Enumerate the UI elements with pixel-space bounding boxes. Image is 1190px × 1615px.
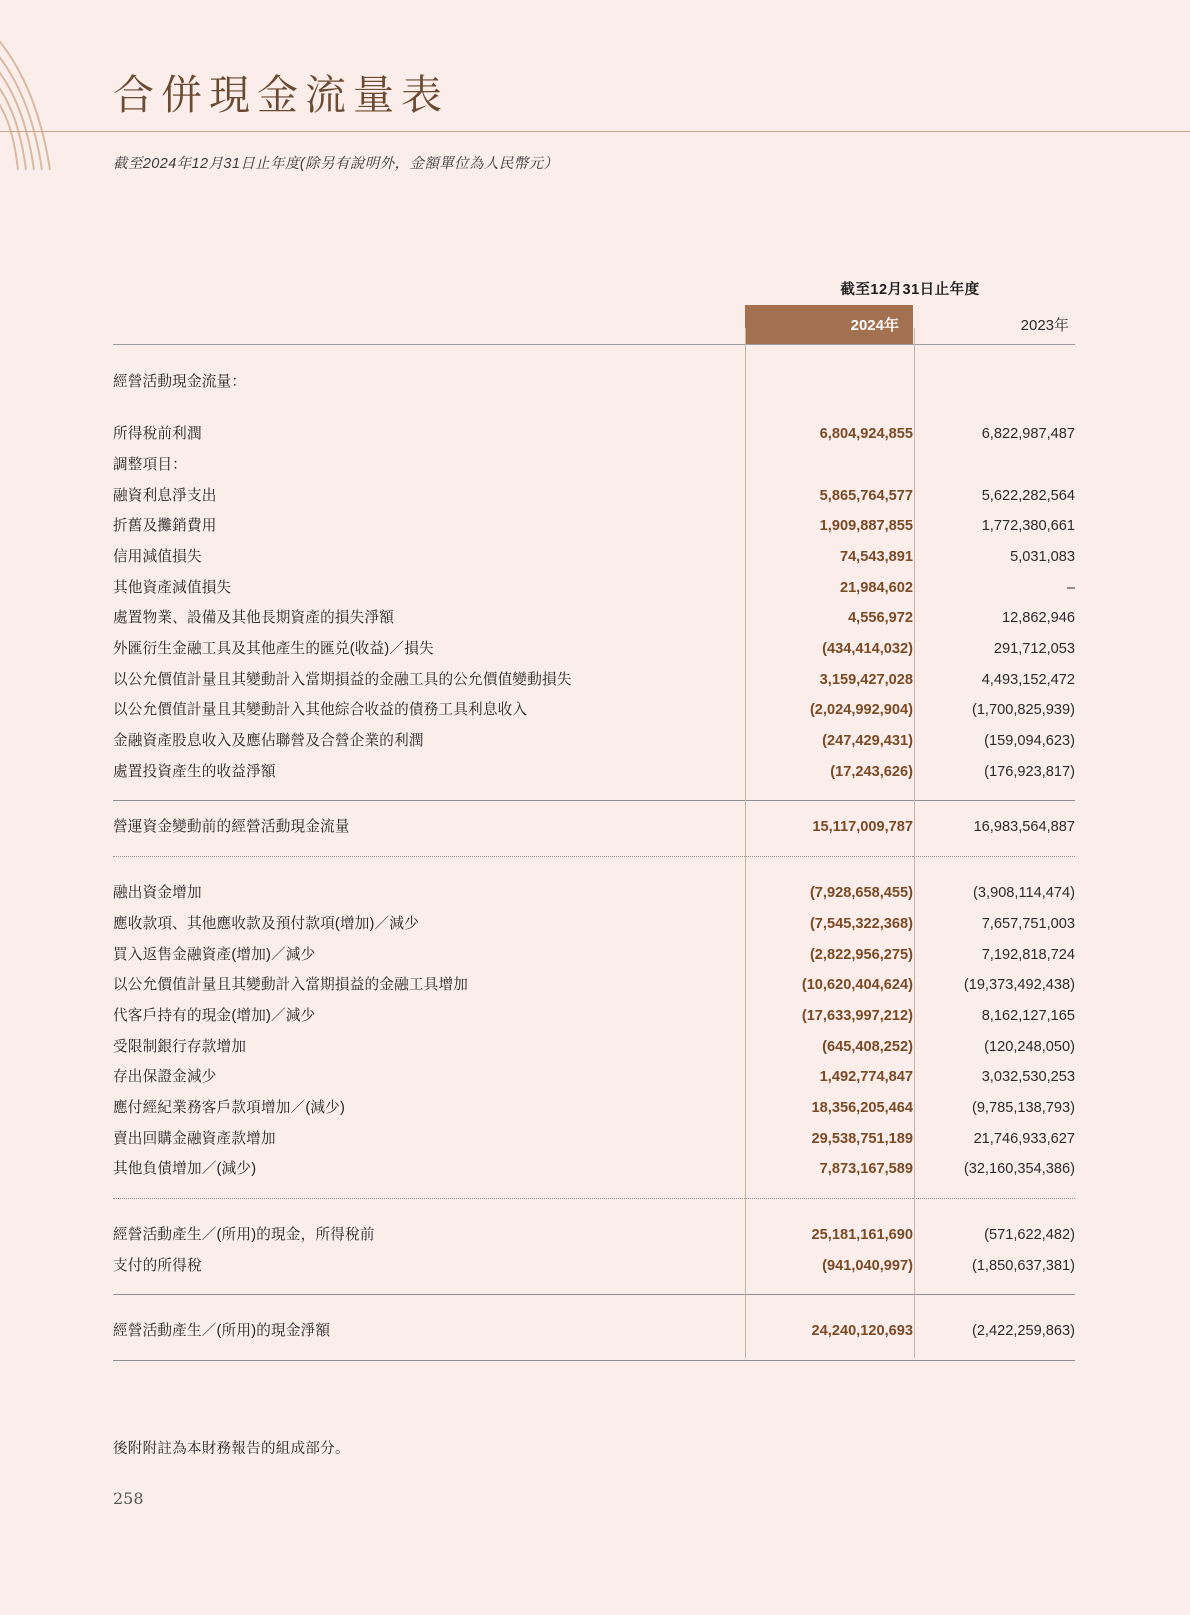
spacer <box>113 398 1075 420</box>
row-value-2024: (7,928,658,455) <box>745 879 913 910</box>
row-value-2023: – <box>1066 579 1076 596</box>
table-row <box>113 971 1075 1002</box>
table-row <box>113 450 1075 481</box>
row-value-2023: 21,746,933,627 <box>973 1130 1076 1147</box>
row-value-2024: (434,414,032) <box>745 635 913 666</box>
row-label: 應付經紀業務客戶款項增加／(減少) <box>113 1099 346 1116</box>
row-value-2023: (19,373,492,438) <box>963 977 1076 994</box>
section-heading-v1 <box>745 367 913 398</box>
row-label: 經營活動產生／(所用)的現金淨額 <box>113 1323 331 1340</box>
row-value-2023: (3,908,114,474) <box>973 885 1076 902</box>
table-row <box>113 727 1075 758</box>
row-label: 所得稅前利潤 <box>113 426 202 443</box>
row-value-2023: 5,031,083 <box>1010 548 1076 565</box>
row-value-2023: 8,162,127,165 <box>981 1007 1076 1024</box>
row-value-2024: 1,492,774,847 <box>745 1063 913 1094</box>
spacer <box>113 1186 1075 1199</box>
row-label: 外匯衍生金融工具及其他產生的匯兑(收益)／損失 <box>113 641 434 657</box>
table-row <box>113 542 1075 573</box>
row-value-2023: (2,422,259,863) <box>971 1323 1076 1340</box>
spacer <box>113 857 1075 879</box>
row-label: 存出保證金減少 <box>113 1069 217 1086</box>
table-row <box>113 420 1075 451</box>
row-value-2024: 6,804,924,855 <box>745 420 913 451</box>
table-row <box>113 665 1075 696</box>
row-value-2024: 15,117,009,787 <box>745 813 913 844</box>
spacer <box>113 1199 1075 1221</box>
row-label: 支付的所得稅 <box>113 1257 202 1274</box>
row-value-2024: (17,633,997,212) <box>745 1001 913 1032</box>
table-row <box>113 1251 1075 1282</box>
section-heading-v2 <box>913 367 1075 398</box>
row-value-2023: 4,493,152,472 <box>981 671 1076 688</box>
row-value-2024: 18,356,205,464 <box>745 1093 913 1124</box>
row-value-2024: 4,556,972 <box>745 604 913 635</box>
row-label: 融出資金增加 <box>113 885 202 902</box>
spacer <box>113 801 1075 813</box>
row-value-2024: 7,873,167,589 <box>745 1155 913 1186</box>
row-value-2023: 7,657,751,003 <box>981 915 1076 932</box>
total-row <box>113 1317 1075 1348</box>
row-value-2023: 3,032,530,253 <box>981 1069 1076 1086</box>
row-value-2023: 12,862,946 <box>1001 610 1076 627</box>
row-label: 折舊及攤銷費用 <box>113 518 217 535</box>
spacer <box>113 345 1075 368</box>
row-value-2023: 1,772,380,661 <box>981 518 1076 535</box>
row-value-2024: 21,984,602 <box>745 573 913 604</box>
row-value-2023: 7,192,818,724 <box>981 946 1076 963</box>
table-row <box>113 512 1075 543</box>
row-label: 融資利息淨支出 <box>113 487 217 504</box>
row-label: 以公允價值計量且其變動計入當期損益的金融工具的公允價值變動損失 <box>113 671 572 688</box>
row-value-2024: (645,408,252) <box>745 1032 913 1063</box>
row-value-2023 <box>913 450 1075 481</box>
row-value-2024: 3,159,427,028 <box>745 665 913 696</box>
spacer <box>113 1295 1075 1317</box>
row-value-2023: (176,923,817) <box>984 763 1076 780</box>
row-value-2024: 25,181,161,690 <box>745 1221 913 1252</box>
table-bottom-rule <box>113 1360 1075 1361</box>
row-value-2023: 5,622,282,564 <box>981 487 1076 504</box>
row-label: 調整項目： <box>113 456 187 473</box>
row-label: 處置物業、設備及其他長期資產的損失淨額 <box>113 610 395 627</box>
page-title: 合併現金流量表 <box>113 71 449 119</box>
spacer <box>113 844 1075 857</box>
row-value-2023: (571,622,482) <box>984 1227 1076 1243</box>
table-row <box>113 1093 1075 1124</box>
table-row <box>113 879 1075 910</box>
page-number: 258 <box>113 1489 144 1508</box>
row-value-2024: (17,243,626) <box>745 757 913 788</box>
table-row <box>113 1221 1075 1252</box>
section-heading: 經營活動現金流量： <box>113 373 247 390</box>
row-value-2024: (7,545,322,368) <box>745 909 913 940</box>
row-value-2024 <box>745 450 913 481</box>
cash-flow-statement-table <box>113 278 1075 1361</box>
row-label: 受限制銀行存款增加 <box>113 1038 247 1055</box>
row-value-2024: (941,040,997) <box>745 1251 913 1282</box>
table-row <box>113 1063 1075 1094</box>
header-divider <box>0 131 1190 132</box>
header-year-2023: 2023年 <box>1020 317 1070 334</box>
footnote: 後附附註為本財務報告的組成部分。 <box>113 1441 350 1457</box>
table-row <box>113 1155 1075 1186</box>
row-value-2023: 6,822,987,487 <box>981 426 1076 443</box>
table-row <box>113 1124 1075 1155</box>
section-heading-row <box>113 367 1075 398</box>
row-value-2024: 5,865,764,577 <box>745 481 913 512</box>
row-value-2024: 24,240,120,693 <box>745 1317 913 1348</box>
row-label: 以公允價值計量且其變動計入當期損益的金融工具增加 <box>113 977 469 994</box>
table-row <box>113 1032 1075 1063</box>
header-year-2024: 2024年 <box>745 305 913 344</box>
row-label: 賣出回購金融資產款增加 <box>113 1130 276 1147</box>
row-value-2023: (159,094,623) <box>984 733 1076 750</box>
subtotal-row <box>113 813 1075 844</box>
table-span-header-row <box>113 278 1075 305</box>
row-value-2023: (1,700,825,939) <box>971 702 1076 719</box>
row-value-2023: (120,248,050) <box>984 1038 1076 1055</box>
spacer <box>113 1348 1075 1361</box>
row-value-2023: (9,785,138,793) <box>971 1099 1076 1116</box>
table-row <box>113 1001 1075 1032</box>
row-label: 處置投資產生的收益淨額 <box>113 763 276 780</box>
row-label: 金融資產股息收入及應佔聯營及合營企業的利潤 <box>113 733 424 750</box>
row-label: 信用減值損失 <box>113 548 202 565</box>
table-row <box>113 757 1075 788</box>
row-label: 代客戶持有的現金(增加)／減少 <box>113 1007 316 1024</box>
spacer <box>113 1282 1075 1295</box>
page-subtitle: 截至2024年12月31日止年度(除另有說明外，金額單位為人民幣元） <box>113 156 559 172</box>
table-row <box>113 573 1075 604</box>
row-value-2023: 16,983,564,887 <box>973 819 1076 836</box>
row-label: 其他資產減值損失 <box>113 579 232 596</box>
spacer <box>113 788 1075 801</box>
row-value-2024: 1,909,887,855 <box>745 512 913 543</box>
span-header-label: 截至12月31日止年度 <box>840 282 980 298</box>
row-label: 其他負債增加／(減少) <box>113 1161 257 1178</box>
row-label: 營運資金變動前的經營活動現金流量 <box>113 819 350 836</box>
row-value-2023: 291,712,053 <box>993 641 1076 657</box>
table-row <box>113 696 1075 727</box>
header-blank <box>113 305 745 344</box>
row-label: 買入返售金融資產(增加)／減少 <box>113 946 316 963</box>
table-row <box>113 604 1075 635</box>
row-value-2023: (32,160,354,386) <box>963 1161 1076 1178</box>
table-row <box>113 635 1075 666</box>
row-value-2024: (10,620,404,624) <box>745 971 913 1002</box>
table-row <box>113 481 1075 512</box>
row-value-2024: 74,543,891 <box>745 542 913 573</box>
row-value-2024: 29,538,751,189 <box>745 1124 913 1155</box>
table-row <box>113 940 1075 971</box>
row-label: 應收款項、其他應收款及預付款項(增加)／減少 <box>113 915 419 932</box>
row-value-2024: (247,429,431) <box>745 727 913 758</box>
row-value-2024: (2,024,992,904) <box>745 696 913 727</box>
row-label: 以公允價值計量且其變動計入其他綜合收益的債務工具利息收入 <box>113 702 528 719</box>
table-row <box>113 909 1075 940</box>
row-label: 經營活動產生／(所用)的現金，所得稅前 <box>113 1227 375 1243</box>
row-value-2023: (1,850,637,381) <box>971 1257 1076 1274</box>
table-header-row <box>113 305 1075 344</box>
row-value-2024: (2,822,956,275) <box>745 940 913 971</box>
